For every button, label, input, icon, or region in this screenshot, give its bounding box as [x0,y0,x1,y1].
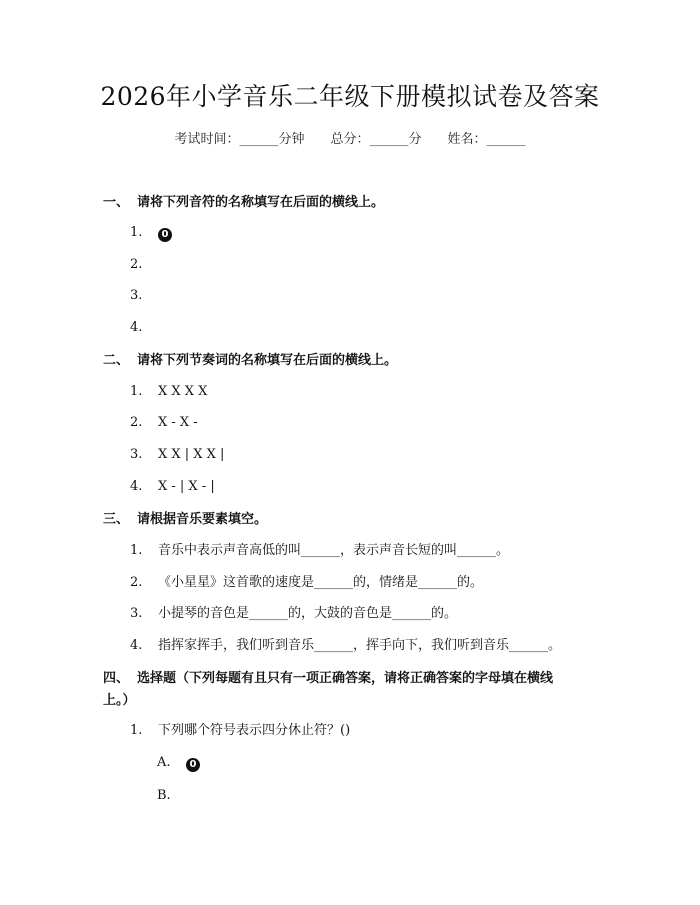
question-number: 1. [130,225,143,240]
question-number: 2. [130,415,143,430]
option-item [157,786,186,806]
question-item [130,636,610,656]
section-heading-3 [103,509,600,531]
question-text: 《小星星》这首歌的速度是______的，情绪是______的。 [158,575,484,590]
section-heading-2 [103,350,600,372]
option-letter: A. [157,755,171,770]
section-number: 三、 [103,512,130,527]
question-number: 3. [130,447,143,462]
question-number: 4. [130,638,143,653]
rhythm-pattern: X X X X [158,384,208,399]
note-symbol-icon: 0 [158,228,172,242]
question-number: 2. [130,257,143,272]
section-title: 选择题（下列每题有且只有一项正确答案，请将正确答案的字母填在横线 [137,671,554,686]
section-number: 四、 [103,671,130,686]
question-item [130,413,610,433]
question-item [130,573,610,593]
total-score-field: 总分：______分 [330,132,422,147]
note-symbol-icon: 0 [186,758,200,772]
question-item [130,286,610,306]
question-text: 音乐中表示声音高低的叫______，表示声音长短的叫______。 [158,543,510,558]
section-number: 二、 [103,353,130,368]
exam-time-field: 考试时间：______分钟 [174,132,305,147]
question-item [130,382,610,402]
question-number: 1. [130,543,143,558]
question-item [130,477,610,497]
section-number: 一、 [103,195,130,210]
section-title: 请将下列音符的名称填写在后面的横线上。 [137,195,385,210]
question-item [130,721,610,741]
question-number: 4. [130,479,143,494]
rhythm-pattern: X - | X - | [158,479,215,494]
section-heading-1 [103,192,600,214]
question-item [130,445,610,465]
question-item [130,223,610,243]
option-item [157,753,200,773]
option-letter: B. [157,788,171,803]
page-title: 2026年小学音乐二年级下册模拟试卷及答案 [100,82,600,111]
rhythm-pattern: X - X - [158,415,198,430]
question-number: 1. [130,723,143,738]
question-number: 2. [130,575,143,590]
question-text: 下列哪个符号表示四分休止符？() [158,723,351,738]
question-item [130,318,610,338]
question-number: 3. [130,288,143,303]
question-number: 4. [130,320,143,335]
question-item [130,604,610,624]
question-number: 3. [130,606,143,621]
exam-info-line [0,131,700,149]
section-title-continued: 上。） [103,693,136,708]
section-title: 请根据音乐要素填空。 [137,512,268,527]
question-item [130,255,610,275]
question-number: 1. [130,384,143,399]
question-text: 小提琴的音色是______的，大鼓的音色是______的。 [158,606,458,621]
question-text: 指挥家挥手，我们听到音乐______，挥手向下，我们听到音乐______。 [158,638,562,653]
section-title: 请将下列节奏词的名称填写在后面的横线上。 [137,353,398,368]
section-heading-4 [103,668,600,712]
question-item [130,541,610,561]
rhythm-pattern: X X | X X | [158,447,225,462]
student-name-field: 姓名：______ [447,132,526,147]
